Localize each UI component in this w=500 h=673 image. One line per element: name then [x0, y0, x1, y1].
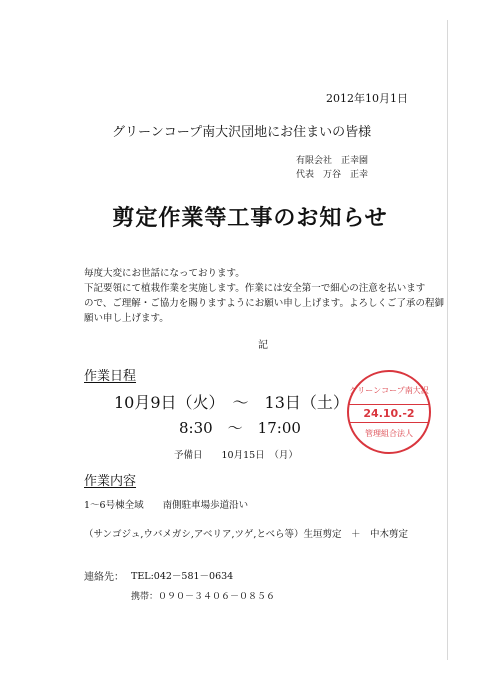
- work-area: 1～6号棟全域 南側駐車場歩道沿い: [84, 500, 249, 511]
- work-details: （サンゴジュ,ウバメガシ,アベリア,ツゲ,とべら等）生垣剪定 ＋ 中木剪定: [84, 529, 409, 540]
- contact-tel: TEL:042－581－0634: [131, 571, 234, 582]
- management-association-stamp: [347, 370, 431, 454]
- scan-edge-line: [447, 20, 448, 660]
- stamp-date: 24.10.-2: [349, 404, 429, 423]
- notice-title: 剪定作業等工事のお知らせ: [112, 205, 388, 231]
- stamp-bottom-text: 管理組合法人: [365, 429, 413, 438]
- body-line-4: 願い申し上げます。: [84, 313, 169, 324]
- sender-representative: 代表 万谷 正幸: [296, 170, 369, 180]
- contact-label: 連絡先：: [84, 572, 124, 583]
- sender-company: 有限会社 正幸園: [296, 156, 369, 166]
- contact-mobile: 携帯：０９０－３４０６－０８５６: [131, 592, 276, 602]
- body-line-1: 毎度大変にお世話になっております。: [84, 268, 245, 279]
- document-date: 2012年10月1日: [326, 92, 408, 105]
- body-line-2: 下記要領にて植栽作業を実施します。作業には安全第一で細心の注意を払います: [84, 283, 426, 294]
- work-heading: 作業内容: [84, 474, 137, 489]
- body-line-3: ので、ご理解・ご協力を賜りますようにお願い申し上げます。よろしくご了承の程御: [84, 298, 445, 309]
- stamp-top-text: グリーンコープ南大沢: [349, 386, 429, 395]
- schedule-heading: 作業日程: [84, 369, 137, 384]
- schedule-dates: 10月9日（火） ～ 13日（土）: [114, 393, 349, 412]
- recipient-line: グリーンコープ南大沢団地にお住まいの皆様: [112, 125, 372, 140]
- reserve-day: 予備日 10月15日 （月）: [174, 450, 298, 461]
- schedule-time: 8:30 ～ 17:00: [179, 419, 301, 437]
- ki-marker: 記: [258, 340, 268, 351]
